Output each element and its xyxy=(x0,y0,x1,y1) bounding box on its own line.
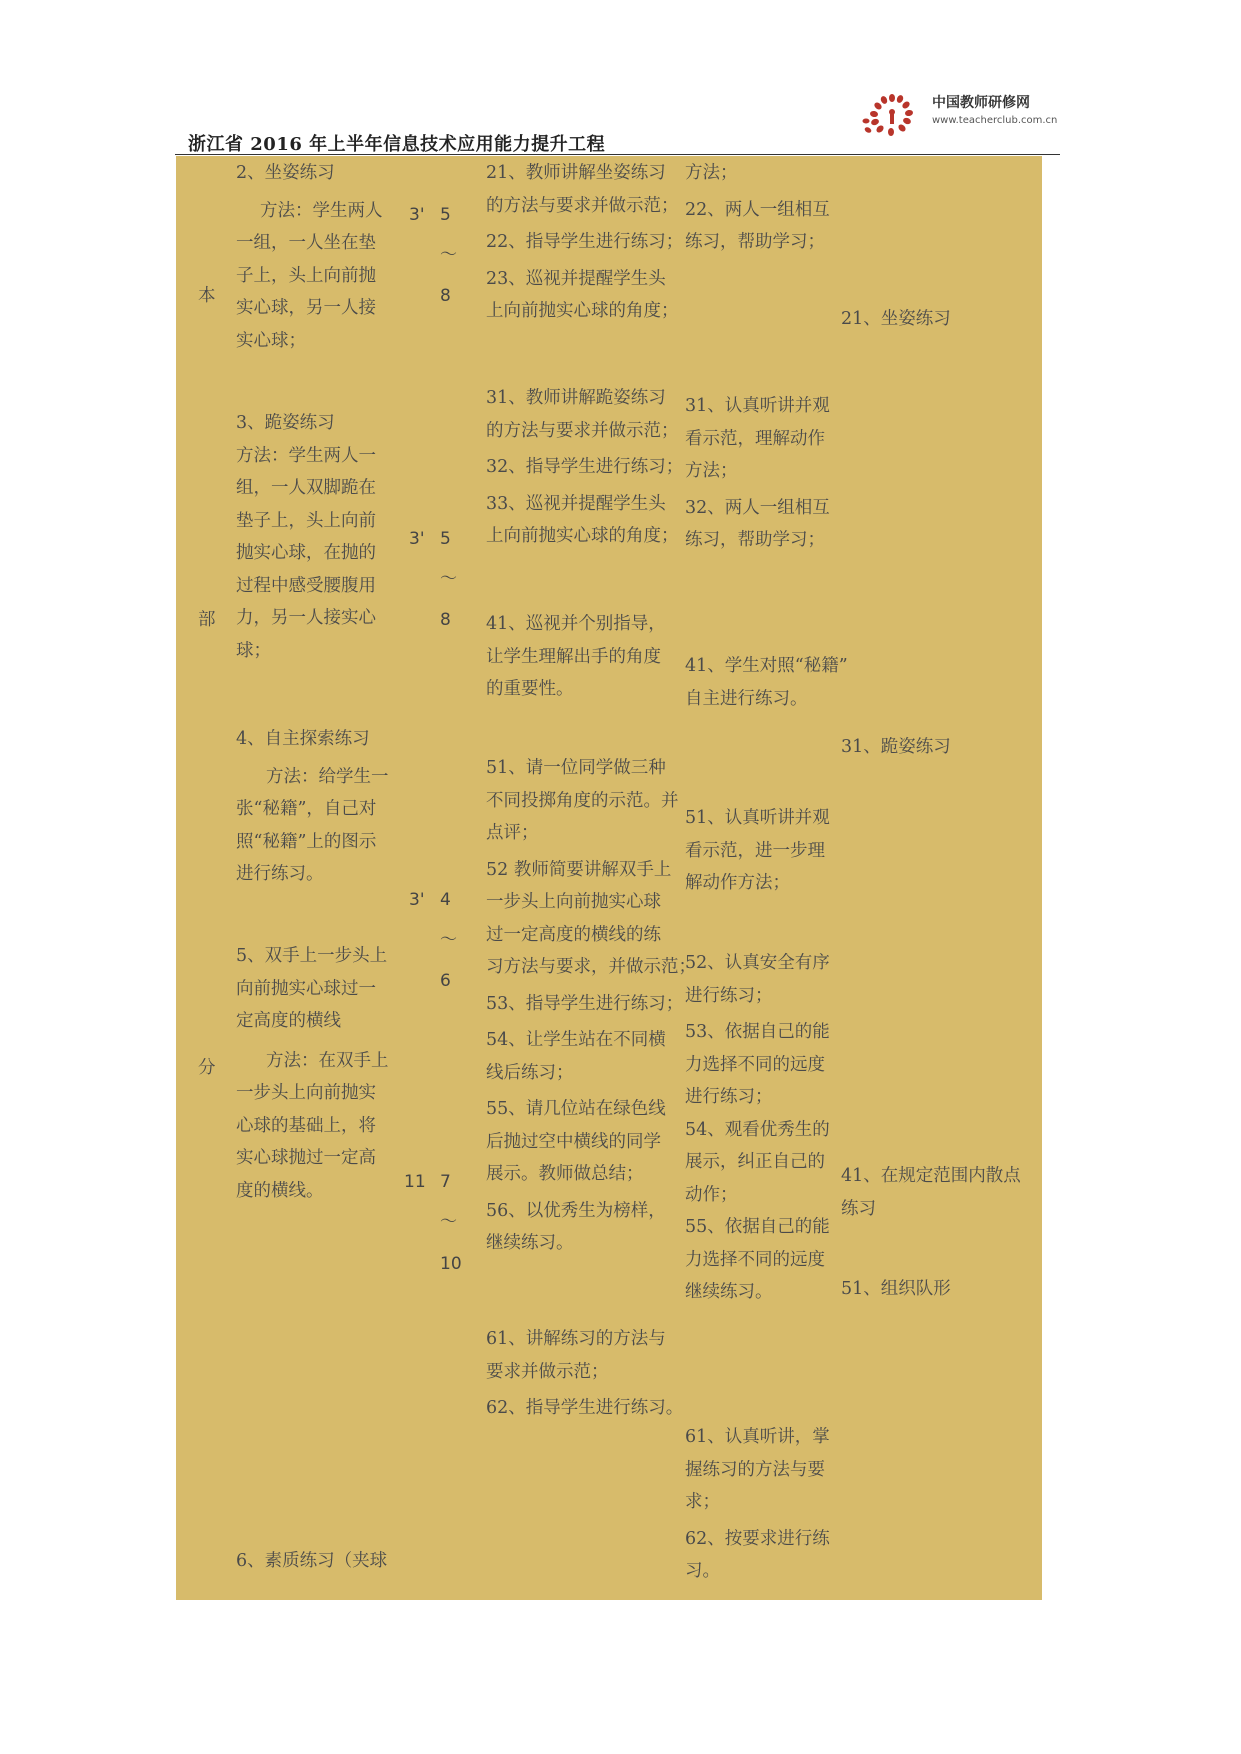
student-line: 看示范，进一步理 xyxy=(685,840,825,861)
teacher-line: 53、指导学生进行练习； xyxy=(486,993,684,1014)
teacher-line: 56、以优秀生为榜样， xyxy=(486,1200,666,1221)
teacher-line: 22、指导学生进行练习； xyxy=(486,232,684,252)
logo-name: 中国教师研修网 xyxy=(932,95,1030,111)
content-line: 垫子上，头上向前 xyxy=(236,510,376,531)
content-block-2 xyxy=(236,407,376,667)
student-line: 31、认真听讲并观 xyxy=(685,396,830,416)
content-line: 心球的基础上，将 xyxy=(236,1115,376,1136)
count-tilde: ～ xyxy=(440,569,457,589)
teacher-line: 的方法与要求并做示范； xyxy=(486,195,679,216)
content-block-4 xyxy=(236,940,389,1207)
student-line: 看示范，理解动作 xyxy=(685,428,825,449)
teacher-block-2 xyxy=(486,382,683,553)
teacher-block-5 xyxy=(486,1323,683,1425)
teacher-line: 32、指导学生进行练习； xyxy=(486,457,684,477)
content-block-1 xyxy=(236,157,383,357)
teacher-line: 52 教师简要讲解双手上 xyxy=(486,859,672,880)
count-min: 5 xyxy=(440,205,451,225)
teacher-line: 的方法与要求并做示范； xyxy=(486,420,679,441)
teacher-line: 要求并做示范； xyxy=(486,1361,609,1382)
content-block-5 xyxy=(236,1545,387,1578)
teacher-line: 54、让学生站在不同横 xyxy=(486,1030,666,1050)
student-line: 习。 xyxy=(685,1561,720,1581)
content-line: 进行练习。 xyxy=(236,864,324,884)
student-line: 自主进行练习。 xyxy=(685,688,808,709)
count-min: 4 xyxy=(440,890,451,910)
teacher-line: 继续练习。 xyxy=(486,1233,574,1253)
student-line: 力选择不同的远度 xyxy=(685,1249,825,1270)
org-line: 练习 xyxy=(841,1198,876,1219)
site-logo xyxy=(862,90,1062,150)
teacher-line: 过一定高度的横线的练 xyxy=(486,924,661,945)
student-line: 55、依据自己的能 xyxy=(685,1217,830,1237)
content-line: 3、跪姿练习 xyxy=(236,413,335,433)
teacher-line: 展示。教师做总结； xyxy=(486,1164,644,1184)
teacher-line: 上向前抛实心球的角度； xyxy=(486,526,679,546)
teacher-line: 55、请几位站在绿色线 xyxy=(486,1099,666,1119)
content-line: 一步头上向前抛实 xyxy=(236,1083,376,1103)
teacher-block-4 xyxy=(486,752,696,1260)
content-line: 张“秘籍”，自己对 xyxy=(236,799,377,819)
count-tilde: ～ xyxy=(440,1212,457,1232)
logo-url: www.teacherclub.com.cn xyxy=(932,115,1058,126)
content-line: 实心球，另一人接 xyxy=(236,298,376,318)
org-item: 21、坐姿练习 xyxy=(841,309,951,329)
student-line: 53、依据自己的能 xyxy=(685,1022,830,1042)
count-max: 6 xyxy=(440,971,451,991)
org-line: 41、在规定范围内散点 xyxy=(841,1166,1021,1186)
student-block-6 xyxy=(685,1421,830,1588)
count-tilde: ～ xyxy=(440,245,457,265)
section-label-1: 本 xyxy=(198,286,216,306)
teacher-line: 一步头上向前抛实心球 xyxy=(486,892,661,912)
content-line: 方法：给学生一 xyxy=(266,766,389,787)
student-line: 力选择不同的远度 xyxy=(685,1054,825,1075)
count-max: 8 xyxy=(440,286,451,306)
student-line: 61、认真听讲，掌 xyxy=(685,1427,830,1447)
student-line: 54、观看优秀生的 xyxy=(685,1119,830,1140)
student-line: 解动作方法； xyxy=(685,873,790,893)
student-line: 方法； xyxy=(685,163,738,183)
student-line: 动作； xyxy=(685,1184,738,1205)
student-line: 方法； xyxy=(685,461,738,481)
teacher-line: 的重要性。 xyxy=(486,679,574,699)
content-line: 组，一人双脚跪在 xyxy=(236,478,376,498)
student-line: 进行练习； xyxy=(685,985,773,1006)
student-line: 进行练习； xyxy=(685,1087,773,1107)
count-min: 5 xyxy=(440,529,451,549)
content-line: 力，另一人接实心 xyxy=(236,608,376,628)
teacher-block-1 xyxy=(486,157,683,328)
count-tilde: ～ xyxy=(440,930,457,950)
student-line: 51、认真听讲并观 xyxy=(685,808,830,828)
student-block-2 xyxy=(685,390,830,557)
content-line: 子上，头上向前抛 xyxy=(236,265,376,286)
content-line: 4、自主探索练习 xyxy=(236,729,370,749)
teacher-line: 62、指导学生进行练习。 xyxy=(486,1398,684,1418)
content-line: 2、坐姿练习 xyxy=(236,163,335,183)
student-line: 32、两人一组相互 xyxy=(685,497,830,518)
student-block-1 xyxy=(685,157,830,259)
content-line: 方法：学生两人 xyxy=(260,200,383,221)
student-line: 求； xyxy=(685,1492,720,1512)
teacher-block-3 xyxy=(486,608,666,706)
section-label-3: 分 xyxy=(198,1058,216,1078)
teacher-line: 线后练习； xyxy=(486,1062,574,1083)
teacher-line: 21、教师讲解坐姿练习 xyxy=(486,163,666,183)
content-line: 球； xyxy=(236,640,271,661)
content-line: 5、双手上一步头上 xyxy=(236,946,388,966)
content-line: 照“秘籍”上的图示 xyxy=(236,831,377,852)
student-block-4 xyxy=(685,802,830,900)
org-item: 31、跪姿练习 xyxy=(841,737,951,757)
student-line: 41、学生对照“秘籍” xyxy=(685,656,848,676)
student-line: 握练习的方法与要 xyxy=(685,1459,825,1480)
teacher-line: 41、巡视并个别指导， xyxy=(486,614,666,634)
content-line: 方法：在双手上 xyxy=(266,1050,389,1071)
student-line: 继续练习。 xyxy=(685,1282,773,1302)
org-item: 51、组织队形 xyxy=(841,1279,951,1299)
teacher-line: 上向前抛实心球的角度； xyxy=(486,301,679,321)
student-line: 展示，纠正自己的 xyxy=(685,1152,825,1172)
teacher-line: 51、请一位同学做三种 xyxy=(486,758,666,778)
content-line: 定高度的横线 xyxy=(236,1011,341,1031)
student-line: 22、两人一组相互 xyxy=(685,199,830,220)
student-line: 52、认真安全有序 xyxy=(685,953,830,973)
content-line: 度的横线。 xyxy=(236,1180,324,1201)
teacher-line: 点评； xyxy=(486,823,539,843)
content-line: 过程中感受腰腹用 xyxy=(236,575,376,596)
teacher-line: 61、讲解练习的方法与 xyxy=(486,1329,666,1349)
content-line: 抛实心球，在抛的 xyxy=(236,543,376,563)
header-divider xyxy=(175,154,1060,155)
content-block-3 xyxy=(236,723,389,891)
section-label-2: 部 xyxy=(198,610,216,630)
content-line: 实心球抛过一定高 xyxy=(236,1148,376,1168)
student-line: 练习，帮助学习； xyxy=(685,530,825,550)
content-line: 6、素质练习（夹球 xyxy=(236,1551,388,1571)
count-max: 8 xyxy=(440,610,451,630)
student-line: 练习，帮助学习； xyxy=(685,232,825,252)
time-value: 3' xyxy=(409,529,425,549)
teacher-line: 33、巡视并提醒学生头 xyxy=(486,493,666,514)
teacher-line: 后抛过空中横线的同学 xyxy=(486,1131,661,1152)
time-value: 3' xyxy=(409,890,425,910)
content-line: 实心球； xyxy=(236,330,306,351)
teacher-line: 不同投掷角度的示范。并 xyxy=(486,790,679,811)
content-line: 向前抛实心球过一 xyxy=(236,978,376,999)
student-block-5 xyxy=(685,947,830,1309)
time-value: 11 xyxy=(404,1172,426,1192)
teacher-line: 31、教师讲解跪姿练习 xyxy=(486,388,666,408)
count-min: 7 xyxy=(440,1172,451,1192)
page-header-title: 浙江省 2016 年上半年信息技术应用能力提升工程 xyxy=(188,134,606,155)
org-block xyxy=(841,1160,1021,1225)
teacher-line: 让学生理解出手的角度 xyxy=(486,646,661,667)
teacher-line: 23、巡视并提醒学生头 xyxy=(486,268,666,289)
logo-mark-icon xyxy=(862,90,926,142)
time-value: 3' xyxy=(409,205,425,225)
student-block-3 xyxy=(685,650,848,715)
content-line: 方法：学生两人一 xyxy=(236,445,376,466)
content-line: 一组，一人坐在垫 xyxy=(236,233,376,253)
student-line: 62、按要求进行练 xyxy=(685,1528,830,1549)
teacher-line: 习方法与要求，并做示范； xyxy=(486,957,696,977)
count-max: 10 xyxy=(440,1254,462,1274)
